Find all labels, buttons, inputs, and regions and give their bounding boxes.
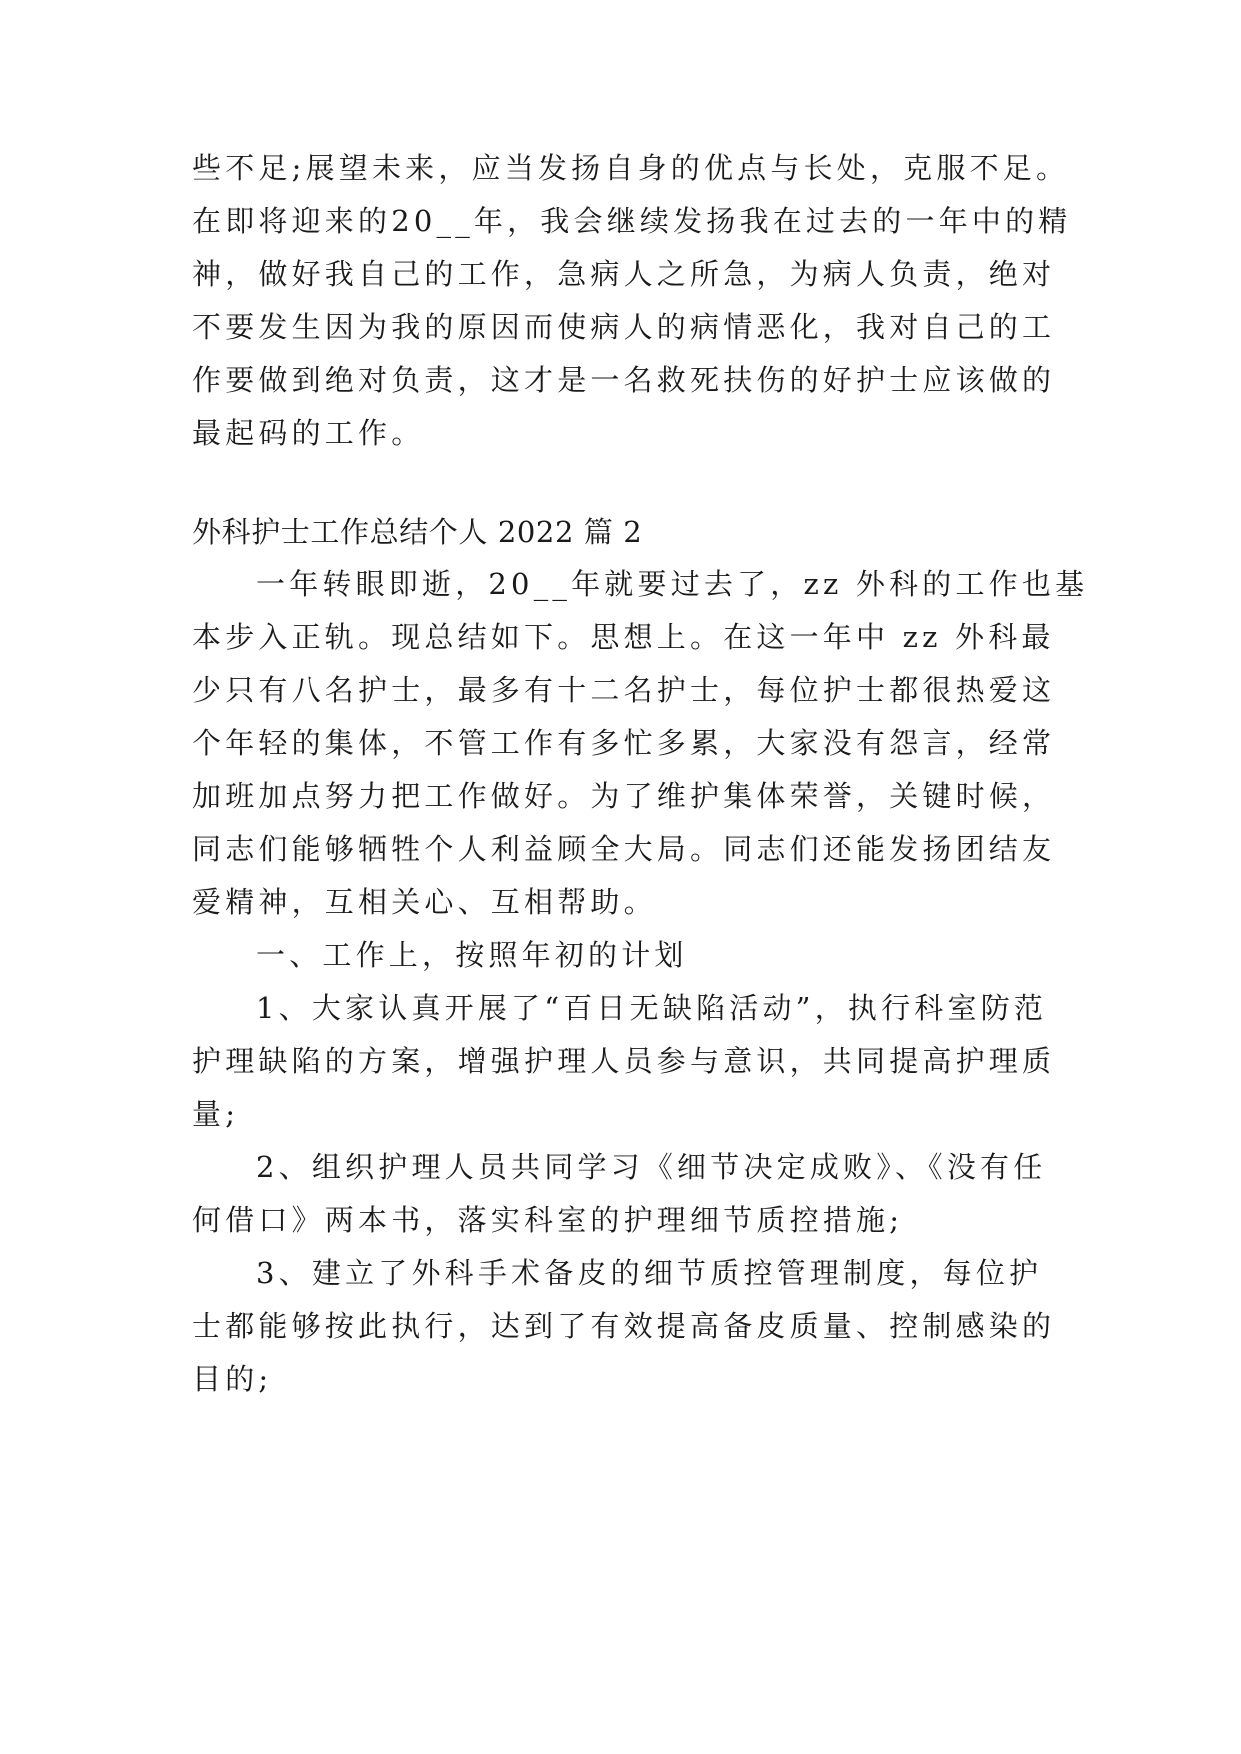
text-line: 作要做到绝对负责，这才是一名救死扶伤的好护士应该做的 [192,363,1056,397]
text-line: 不要发生因为我的原因而使病人的病情恶化，我对自己的工 [192,310,1056,344]
text-line: 少只有八名护士，最多有十二名护士，每位护士都很热爱这 [192,673,1056,707]
text-line: 最起码的工作。 [192,416,425,450]
text-line: 加班加点努力把工作做好。为了维护集体荣誉，关键时候， [192,779,1056,813]
text-line: 何借口》两本书，落实科室的护理细节质控措施; [192,1203,904,1237]
text-line: 士都能够按此执行，达到了有效提高备皮质量、控制感染的 [192,1309,1056,1343]
text-line: 护理缺陷的方案，增强护理人员参与意识，共同提高护理质 [192,1044,1056,1078]
text-line: 一年转眼即逝，20__年就要过去了，zz 外科的工作也基 [256,567,1089,601]
text-line: 量; [192,1097,240,1131]
text-line: 在即将迎来的20__年，我会继续发扬我在过去的一年中的精 [192,204,1072,238]
text-line: 个年轻的集体，不管工作有多忙多累，大家没有怨言，经常 [192,726,1056,760]
text-line: 同志们能够牺牲个人利益顾全大局。同志们还能发扬团结友 [192,832,1056,866]
text-line: 目的; [192,1362,273,1396]
section-title: 外科护士工作总结个人 2022 篇 2 [192,515,643,549]
subheading-work: 一、工作上，按照年初的计划 [256,938,688,972]
text-line: 2、组织护理人员共同学习《细节决定成败》、《没有任 [256,1150,1047,1184]
text-line: 3、建立了外科手术备皮的细节质控管理制度，每位护 [256,1256,1043,1290]
text-line: 1、大家认真开展了“百日无缺陷活动”，执行科室防范 [256,991,1048,1025]
text-line: 神，做好我自己的工作，急病人之所急，为病人负责，绝对 [192,257,1056,291]
text-line: 些不足;展望未来，应当发扬自身的优点与长处，克服不足。 [192,151,1070,185]
text-line: 本步入正轨。现总结如下。思想上。在这一年中 zz 外科最 [192,620,1055,654]
text-line: 爱精神，互相关心、互相帮助。 [192,885,657,919]
